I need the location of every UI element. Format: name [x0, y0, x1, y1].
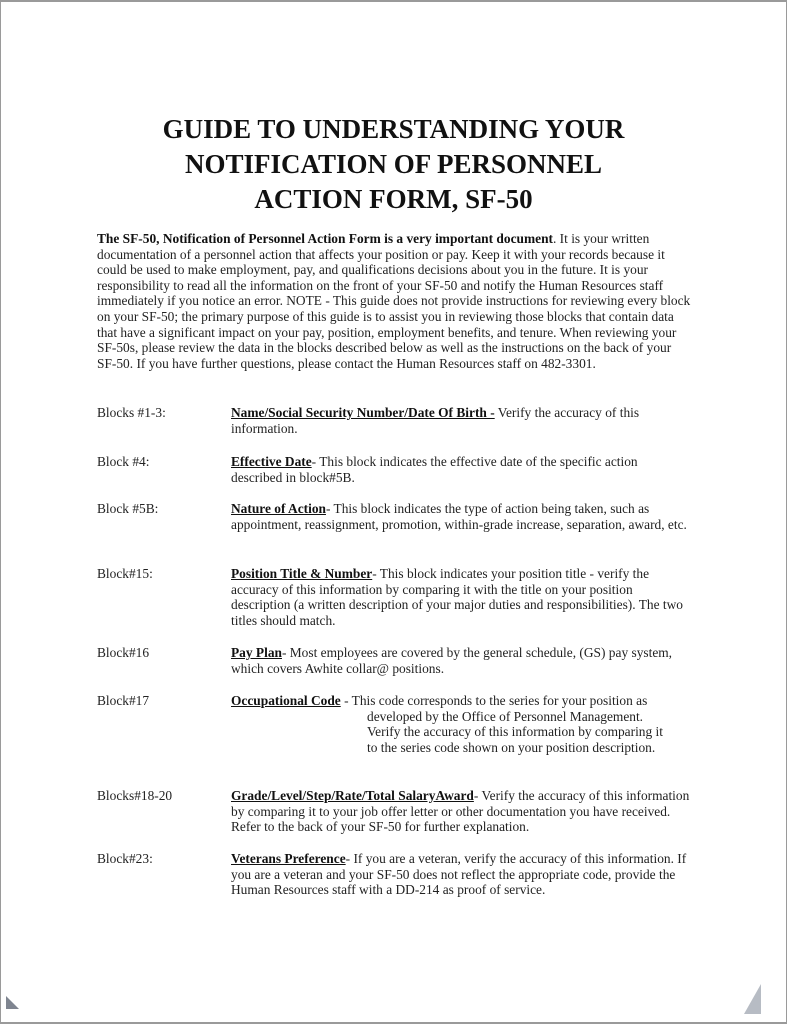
block-continuation-line: Verify the accuracy of this information by comparing it [367, 724, 663, 740]
block-description [231, 645, 691, 676]
block-description [231, 788, 691, 835]
block-continuation-line: developed by the Office of Personnel Management. [367, 708, 644, 724]
title-line: ACTION FORM, SF-50 [254, 184, 533, 214]
block-description [231, 405, 691, 436]
block-text: Verify the accuracy of this information. [231, 405, 640, 436]
intro-paragraph [97, 231, 691, 371]
block-heading: Pay Plan [231, 645, 282, 660]
block-heading: Veterans Preference [231, 851, 346, 866]
page-corner-fold-right [744, 984, 761, 1014]
intro-bold-lead: The SF-50, Notification of Personnel Action Form is a very important document [97, 231, 553, 246]
block-heading: Name/Social Security Number/Date Of Birth - [231, 405, 495, 420]
page-corner-fold-left [6, 996, 19, 1009]
block-label: Block #5B: [97, 501, 159, 516]
block-heading: Occupational Code [231, 693, 341, 708]
block-label: Blocks#18-20 [97, 788, 173, 803]
block-description [231, 693, 691, 755]
block-label: Block#16 [97, 645, 150, 660]
intro-text: . It is your written documentation of a personnel action that affects your position or pay. Keep it with your records because it could be used to make employment, pay, and qualifications decisions about you in the future. It is your responsibility to read all the information on the front of your SF-50 and notify the Human Resources staff immediately if you notice an error. NOTE - This guide does not provide instructions for reviewing every block on your SF-50; the primary purpose of this guide is to assist you in reviewing those blocks that contain data that have a significant impact on your pay, position, employment benefits, and tenure. When reviewing your SF-50s, please review the data in the blocks described below as well as the instructions on the back of your SF-50. If you have further questions, please contact the Human Resources staff on 482-3301. [97, 231, 691, 371]
block-heading: Grade/Level/Step/Rate/Total SalaryAward [231, 788, 474, 803]
title-line: GUIDE TO UNDERSTANDING YOUR [162, 114, 625, 144]
block-description [231, 851, 691, 898]
block-text: - This block indicates your position title - verify the accuracy of this information by comparing it with the title on your position description (a written description of your major duties and responsibilities). The two titles should match. [231, 566, 683, 628]
block-heading: Effective Date [231, 454, 312, 469]
block-label: Block#15: [97, 566, 153, 581]
block-text: - If you are a veteran, verify the accuracy of this information. If you are a veteran and your SF-50 does not reflect the appropriate code, provide the Human Resources staff with a DD-214 as proof of service. [231, 851, 687, 898]
block-heading: Nature of Action [231, 501, 326, 516]
block-text: - This block indicates the effective date of the specific action described in block#5B. [231, 454, 638, 485]
block-description [231, 566, 691, 628]
block-text: - Most employees are covered by the general schedule, (GS) pay system, which covers Awhite collar@ positions. [231, 645, 673, 676]
block-text: - Verify the accuracy of this information by comparing it to your job offer letter or other documentation you have received. Refer to the back of your SF-50 for further explanation. [231, 788, 690, 835]
title-line: NOTIFICATION OF PERSONNEL [184, 149, 603, 179]
block-label: Block #4: [97, 454, 150, 469]
block-text: - This code corresponds to the series for your position as [340, 693, 648, 708]
block-label: Block#17 [97, 693, 150, 708]
block-label: Blocks #1-3: [97, 405, 166, 420]
block-heading: Position Title & Number [231, 566, 373, 581]
block-text: - This block indicates the type of action being taken, such as appointment, reassignment, promotion, within-grade increase, separation, award, etc. [231, 501, 687, 532]
block-description [231, 501, 691, 532]
block-description [231, 454, 691, 485]
document-title [0, 112, 787, 217]
block-continuation-line: to the series code shown on your position description. [367, 739, 656, 755]
block-label: Block#23: [97, 851, 153, 866]
